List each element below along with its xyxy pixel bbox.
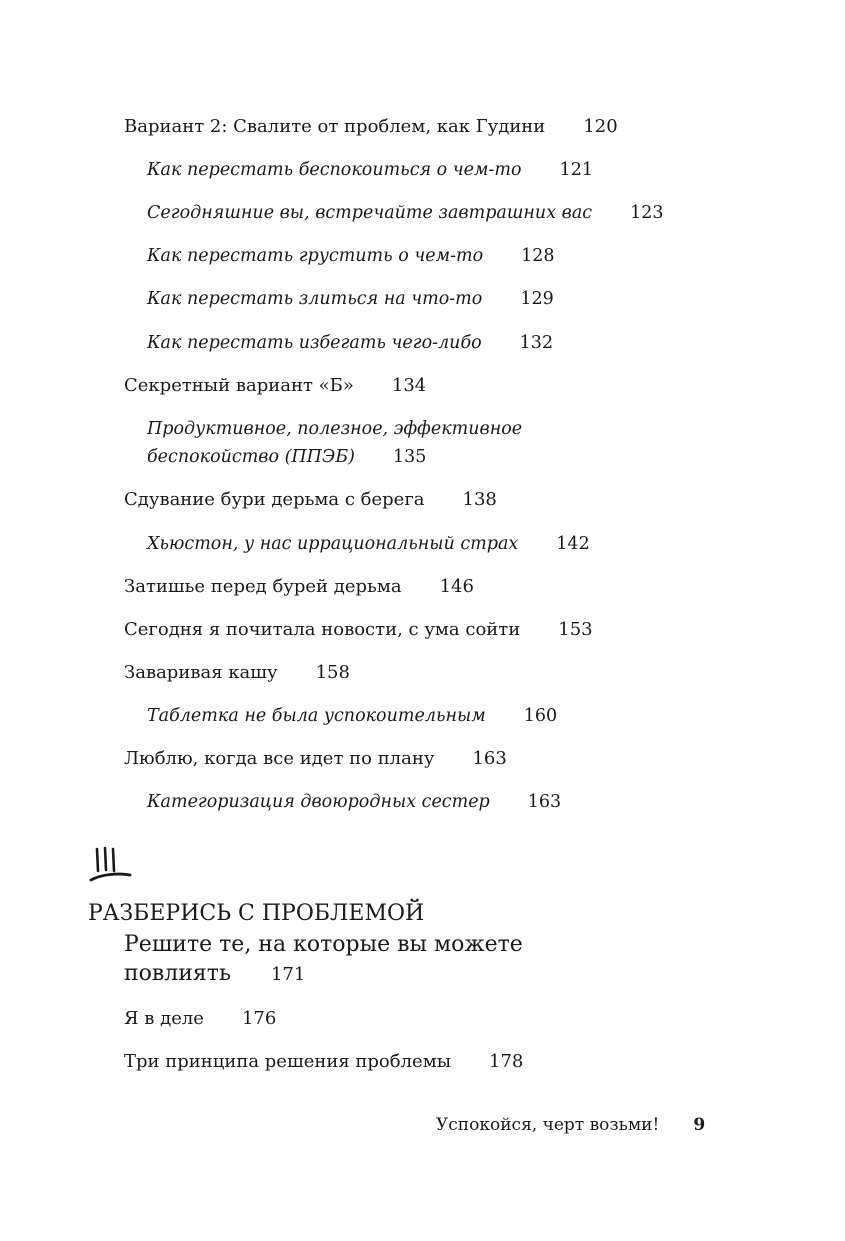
running-title: Успокойся, черт возьми! (436, 1115, 660, 1135)
toc-entry: Затишье перед бурей дерьма 146 (124, 576, 474, 597)
toc-entry: Как перестать злиться на что-то 129 (147, 289, 554, 309)
toc-entry: Сегодняшние вы, встречайте завтрашних вас 123 (147, 203, 664, 223)
toc-entry: Я в деле 176 (124, 1008, 277, 1029)
page-number: 163 (527, 792, 562, 812)
page-number: 142 (556, 534, 590, 554)
roman-three-tally-icon (88, 843, 134, 885)
page-number: 138 (462, 489, 497, 510)
page-number: 120 (583, 116, 618, 137)
toc-entry: Как перестать избегать чего-либо 132 (147, 333, 554, 353)
page-footer (436, 1112, 705, 1138)
toc-entry: Хьюстон, у нас иррациональный страх 142 (147, 534, 590, 554)
page-number: 158 (315, 662, 350, 683)
page-number: 171 (270, 964, 306, 985)
page-number: 123 (630, 203, 664, 223)
toc-entry: Таблетка не была успокоительным 160 (147, 706, 558, 726)
folio: 9 (693, 1115, 706, 1135)
part-subtitle: Решите те, на которые вы можете повлиять 171 (124, 932, 523, 986)
page-number: 160 (523, 706, 558, 726)
toc-entry: Заваривая кашу 158 (124, 662, 350, 683)
toc-entry: Люблю, когда все идет по плану 163 (124, 748, 507, 769)
toc-entry: Секретный вариант «Б» 134 (124, 375, 427, 396)
page-number: 163 (472, 748, 507, 769)
toc-entry: Как перестать грустить о чем-то 128 (147, 246, 555, 266)
toc-entry: Как перестать беспокоиться о чем-то 121 (147, 160, 593, 180)
page-number: 176 (241, 1008, 277, 1029)
page-number: 146 (439, 576, 474, 597)
page-number: 178 (489, 1051, 524, 1072)
page-number: 121 (559, 160, 593, 180)
toc-entry: Продуктивное, полезное, эффективное беспокойство (ППЭБ) 135 (147, 419, 523, 467)
toc-entry: Категоризация двоюродных сестер 163 (147, 792, 562, 812)
toc-entry: Вариант 2: Свалите от проблем, как Гудини 120 (124, 116, 618, 137)
toc-entry: Сегодня я почитала новости, с ума сойти 153 (124, 619, 593, 640)
toc-entry: Три принципа решения проблемы 178 (124, 1051, 524, 1072)
page-number: 135 (393, 447, 427, 467)
toc-entry: Сдувание бури дерьма с берега 138 (124, 489, 497, 510)
part-title: РАЗБЕРИСЬ С ПРОБЛЕМОЙ (88, 901, 425, 926)
page-number: 134 (391, 375, 427, 396)
page-number: 153 (558, 619, 593, 640)
page-number: 132 (519, 333, 554, 353)
page-number: 129 (520, 289, 554, 309)
page-number: 128 (521, 246, 555, 266)
